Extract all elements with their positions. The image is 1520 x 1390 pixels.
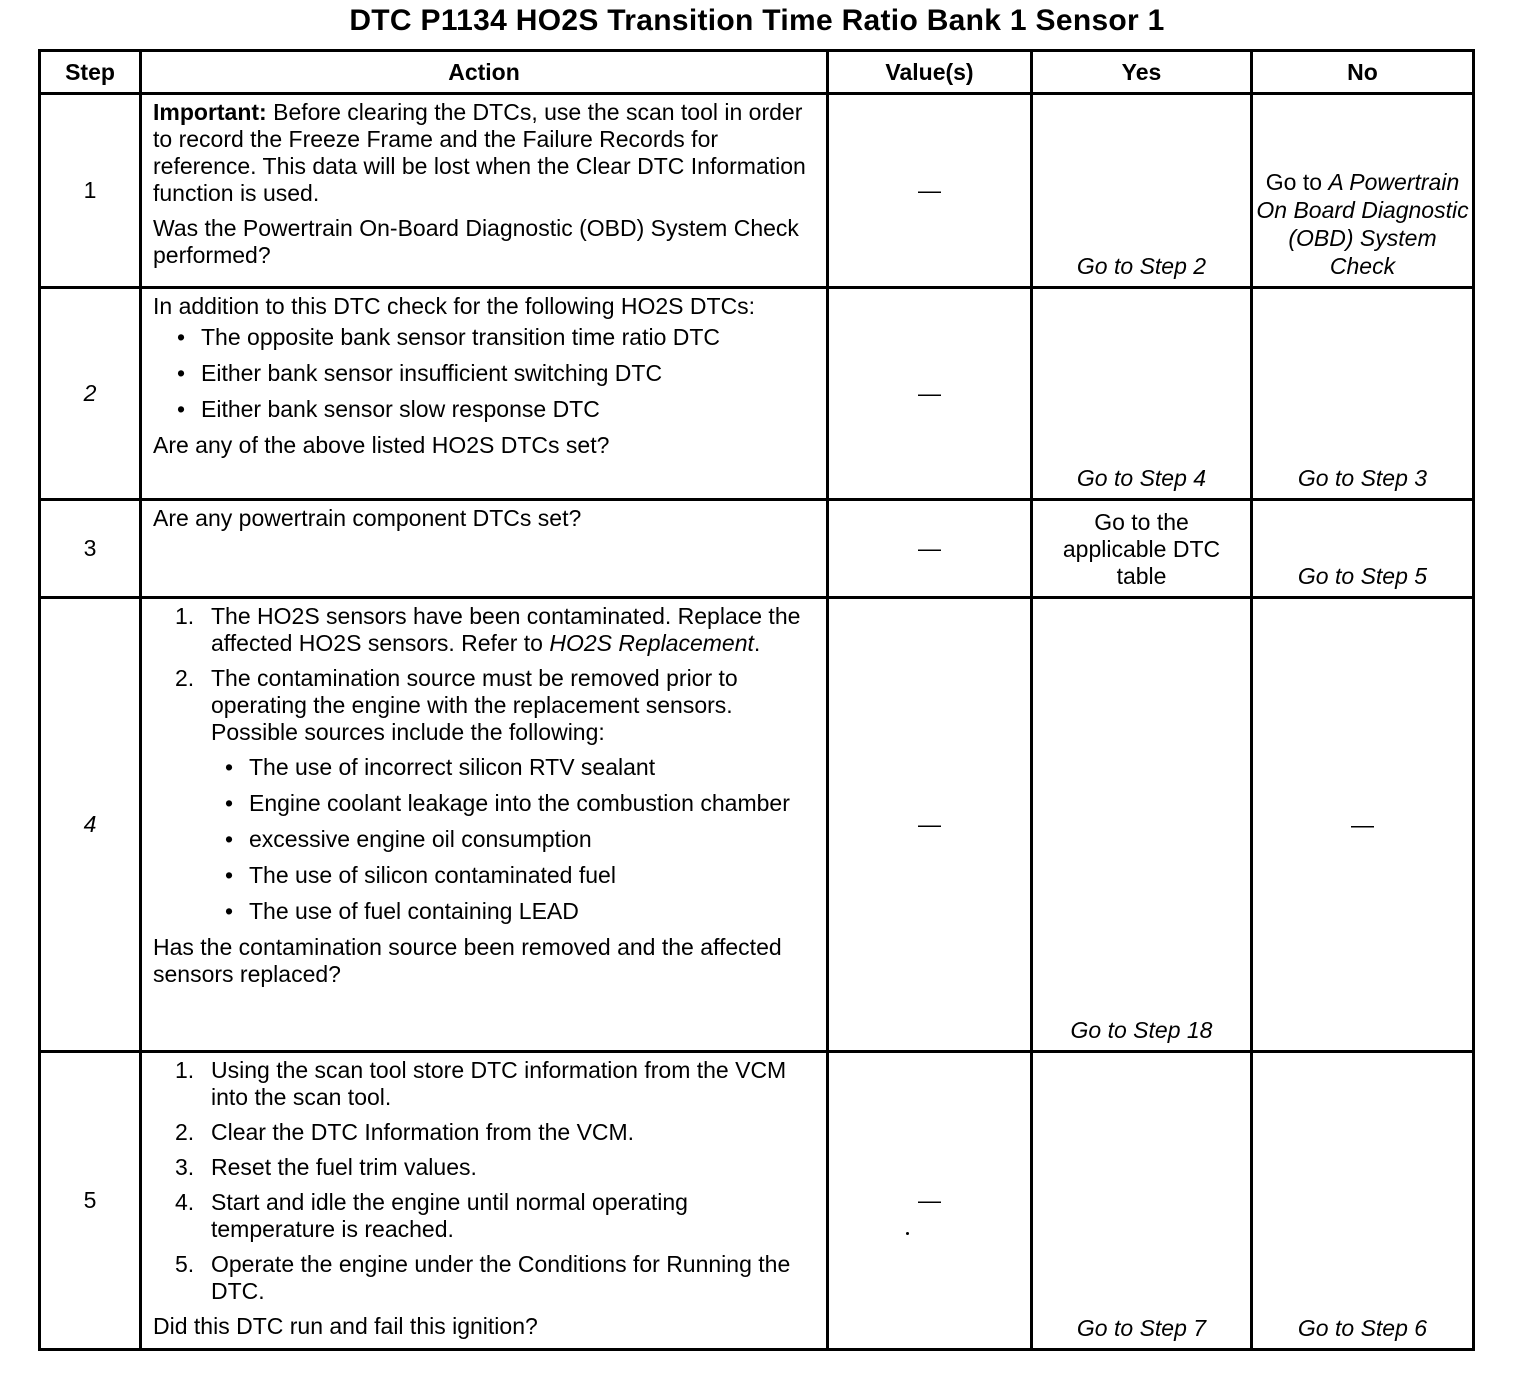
list-item: • Either bank sensor slow response DTC: [175, 396, 816, 423]
value-cell: —: [828, 598, 1032, 1052]
yes-cell: [1032, 288, 1252, 500]
table-row: [40, 1052, 1474, 1350]
no-reference: A Powertrain On Board Diagnostic (OBD) System Check: [1256, 169, 1469, 279]
header-step: Step: [40, 51, 141, 94]
step-number: 2: [40, 288, 141, 500]
no-cell: [1252, 288, 1474, 500]
no-cell: [1252, 94, 1474, 288]
yes-link[interactable]: Go to the applicable DTC table: [1062, 509, 1221, 589]
item-text: Operate the engine under the Conditions for Running the DTC.: [211, 1251, 791, 1304]
item-text: Reset the fuel trim values.: [211, 1154, 477, 1180]
step-number: 1: [40, 94, 141, 288]
item-end: .: [753, 630, 761, 656]
yes-cell: [1032, 1052, 1252, 1350]
list-item: • Either bank sensor insufficient switching DTC: [175, 360, 816, 387]
diagnostic-table: [38, 49, 1475, 1351]
scan-speck: [906, 1232, 909, 1235]
action-cell: [141, 598, 828, 1052]
yes-cell: [1032, 94, 1252, 288]
list-item: [175, 603, 816, 657]
action-question: Are any of the above listed HO2S DTCs set?: [153, 432, 610, 458]
action-question: Are any powertrain component DTCs set?: [153, 505, 582, 531]
item-text: The HO2S sensors have been contaminated. Replace the affected HO2S sensors. Refer to: [211, 603, 801, 656]
list-item: • The use of silicon contaminated fuel: [223, 862, 816, 889]
action-cell: [141, 1052, 828, 1350]
item-number: 2.: [175, 665, 195, 691]
header-values: Value(s): [828, 51, 1032, 94]
action-question: Did this DTC run and fail this ignition?: [153, 1313, 538, 1339]
no-link[interactable]: Go to Step 5: [1297, 563, 1428, 589]
item-number: 1.: [175, 603, 195, 629]
action-question: Was the Powertrain On-Board Diagnostic (OBD) System Check performed?: [153, 215, 799, 268]
header-row: [40, 51, 1474, 94]
item-number: 4.: [175, 1189, 195, 1215]
item-text: Using the scan tool store DTC information from the VCM into the scan tool.: [211, 1057, 787, 1110]
list-item: • Engine coolant leakage into the combustion chamber: [223, 790, 816, 817]
table-row: [40, 500, 1474, 598]
yes-link[interactable]: Go to Step 2: [1076, 253, 1207, 279]
list-item: • excessive engine oil consumption: [223, 826, 816, 853]
important-label: Important:: [153, 99, 267, 125]
value-cell: —: [828, 1052, 1032, 1350]
list-item: • The opposite bank sensor transition time ratio DTC: [175, 324, 816, 351]
list-item: [175, 1154, 816, 1181]
header-no: No: [1252, 51, 1474, 94]
yes-cell: [1032, 500, 1252, 598]
step-number: 4: [40, 598, 141, 1052]
step-number: 3: [40, 500, 141, 598]
list-item: [175, 1057, 816, 1111]
table-row: [40, 288, 1474, 500]
list-item: • The use of incorrect silicon RTV sealant: [223, 754, 816, 781]
item-number: 2.: [175, 1119, 195, 1145]
no-value: —: [1351, 811, 1374, 837]
yes-link[interactable]: Go to Step 18: [1070, 1017, 1213, 1043]
header-action: Action: [141, 51, 828, 94]
no-link[interactable]: [1253, 168, 1472, 280]
bullet-list: [153, 324, 816, 423]
important-note: [153, 99, 816, 207]
action-intro: In addition to this DTC check for the following HO2S DTCs:: [153, 293, 756, 319]
item-text: The contamination source must be removed prior to operating the engine with the replacement sensors. Possible sources include the following:: [211, 665, 738, 745]
list-item: • The use of fuel containing LEAD: [223, 898, 816, 925]
important-text: Before clearing the DTCs, use the scan tool in order to record the Freeze Frame and the Failure Records for reference. This data will be lost when the Clear DTC Information function is used.: [153, 99, 806, 206]
item-number: 1.: [175, 1057, 195, 1083]
no-link[interactable]: Go to Step 3: [1297, 465, 1428, 491]
no-cell: [1252, 500, 1474, 598]
header-yes: Yes: [1032, 51, 1252, 94]
value-cell: —: [828, 288, 1032, 500]
action-cell: [141, 288, 828, 500]
list-item: [175, 1251, 816, 1305]
numbered-list: [153, 1057, 816, 1305]
action-question: Has the contamination source been removed and the affected sensors replaced?: [153, 934, 782, 987]
list-item: [175, 665, 816, 925]
list-item: [175, 1119, 816, 1146]
no-cell: [1252, 1052, 1474, 1350]
numbered-list: [153, 603, 816, 925]
item-number: 5.: [175, 1251, 195, 1277]
bullet-list: [211, 754, 816, 925]
step-number: 5: [40, 1052, 141, 1350]
no-prefix: Go to: [1265, 169, 1329, 195]
item-number: 3.: [175, 1154, 195, 1180]
value-cell: —: [828, 94, 1032, 288]
action-cell: [141, 500, 828, 598]
no-link[interactable]: Go to Step 6: [1297, 1315, 1428, 1341]
item-text: Start and idle the engine until normal operating temperature is reached.: [211, 1189, 688, 1242]
value-cell: —: [828, 500, 1032, 598]
cross-reference-link[interactable]: HO2S Replacement: [549, 630, 754, 656]
action-cell: [141, 94, 828, 288]
table-row: [40, 94, 1474, 288]
yes-cell: [1032, 598, 1252, 1052]
no-cell: [1252, 598, 1474, 1052]
yes-link[interactable]: Go to Step 7: [1076, 1315, 1207, 1341]
item-text: Clear the DTC Information from the VCM.: [211, 1119, 635, 1145]
yes-link[interactable]: Go to Step 4: [1076, 465, 1207, 491]
page-title: DTC P1134 HO2S Transition Time Ratio Bank 1 Sensor 1: [349, 4, 1165, 37]
list-item: [175, 1189, 816, 1243]
table-row: [40, 598, 1474, 1052]
